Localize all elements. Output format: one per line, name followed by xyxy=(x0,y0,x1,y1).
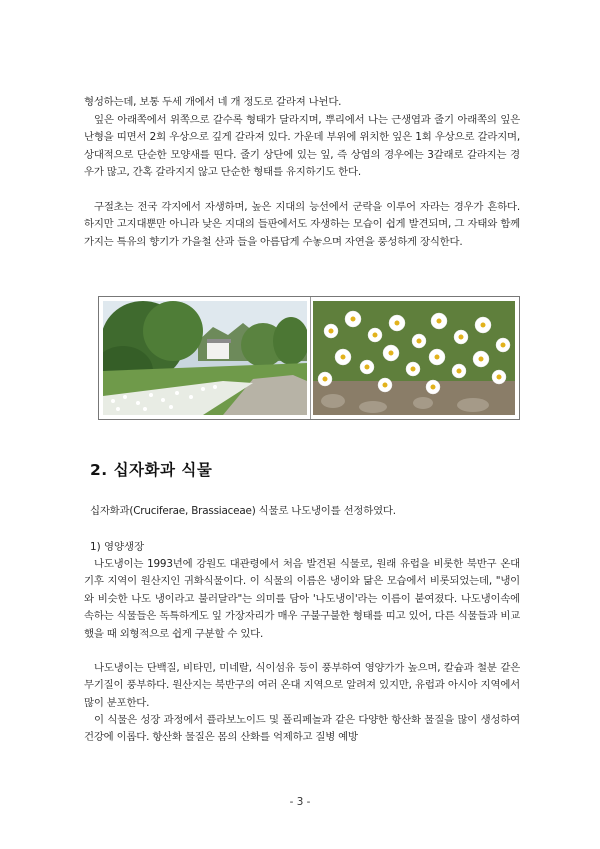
page-number: - 3 - xyxy=(289,796,311,808)
section-intro: 십자화과(Cruciferae, Brassiaceae) 식물로 나도냉이를 선정하였다. xyxy=(90,505,396,517)
garden-landscape-photo xyxy=(103,301,307,415)
intro-paragraph-leaves: 잎은 아래쪽에서 위쪽으로 갈수록 형태가 달라지며, 뿌리에서 나는 근생엽과 줄기 아래쪽의 잎은 난형을 띠면서 2회 우상으로 깊게 갈라져 있다. 가운데 부위에 위치한 잎은 1회 우상으로 갈라지며, 상대적으로 단순한 모양새를 띤다. 줄기 상단에 있는 잎, 즉 상엽의 경우에는 3갈래로 갈라지는 경우가 많고, 간혹 갈라지지 않고 단순한 형태를 유지하기도 한다. xyxy=(84,114,520,179)
subheading: 1) 영양생장 xyxy=(90,541,145,553)
section-heading: 2. 십자화과 식물 xyxy=(90,461,213,479)
intro-paragraph-continuation: 형성하는데, 보통 두세 개에서 네 개 정도로 갈라져 나뉜다. xyxy=(84,96,342,108)
body-paragraph-antioxidant: 이 식물은 성장 과정에서 플라보노이드 및 폴리페놀과 같은 다양한 항산화 물질을 많이 생성하여 건강에 이롭다. 항산화 물질은 몸의 산화를 억제하고 질병 예방 xyxy=(84,714,520,744)
photo-divider xyxy=(310,297,311,419)
photo-figure xyxy=(98,296,520,420)
white-daisy-flowers-photo xyxy=(313,301,515,415)
intro-paragraph-habitat: 구절초는 전국 각지에서 자생하며, 높은 지대의 능선에서 군락을 이루어 자라는 경우가 흔하다. 하지만 고지대뿐만 아니라 낮은 지대의 들판에서도 자생하는 모습이 쉽게 발견되며, 그 자태와 함께 가지는 특유의 향기가 가을철 산과 들을 아름답게 수놓으며 자연을 풍성하게 장식한다. xyxy=(84,201,520,248)
body-paragraph-origin: 나도냉이는 1993년에 강원도 대관령에서 처음 발견된 식물로, 원래 유럽을 비롯한 북반구 온대 기후 지역이 원산지인 귀화식물이다. 이 식물의 이름은 냉이와 닮은 모습에서 비롯되었는데, "냉이와 비슷한 나도 냉이라고 불러달라"는 의미를 담아 '나도냉이'라는 이름이 붙여졌다. 나도냉이속에 속하는 식물들은 독특하게도 잎 가장자리가 매우 구불구불한 형태를 띠고 있어, 다른 식물들과 비교했을 때 외형적으로 쉽게 구분할 수 있다. xyxy=(84,558,520,640)
body-paragraph-nutrition: 나도냉이는 단백질, 비타민, 미네랄, 식이섬유 등이 풍부하여 영양가가 높으며, 칼슘과 철분 같은 무기질이 풍부하다. 원산지는 북반구의 여러 온대 지역으로 알려져 있지만, 유럽과 아시아 지역에서 많이 분포한다. xyxy=(84,662,520,709)
